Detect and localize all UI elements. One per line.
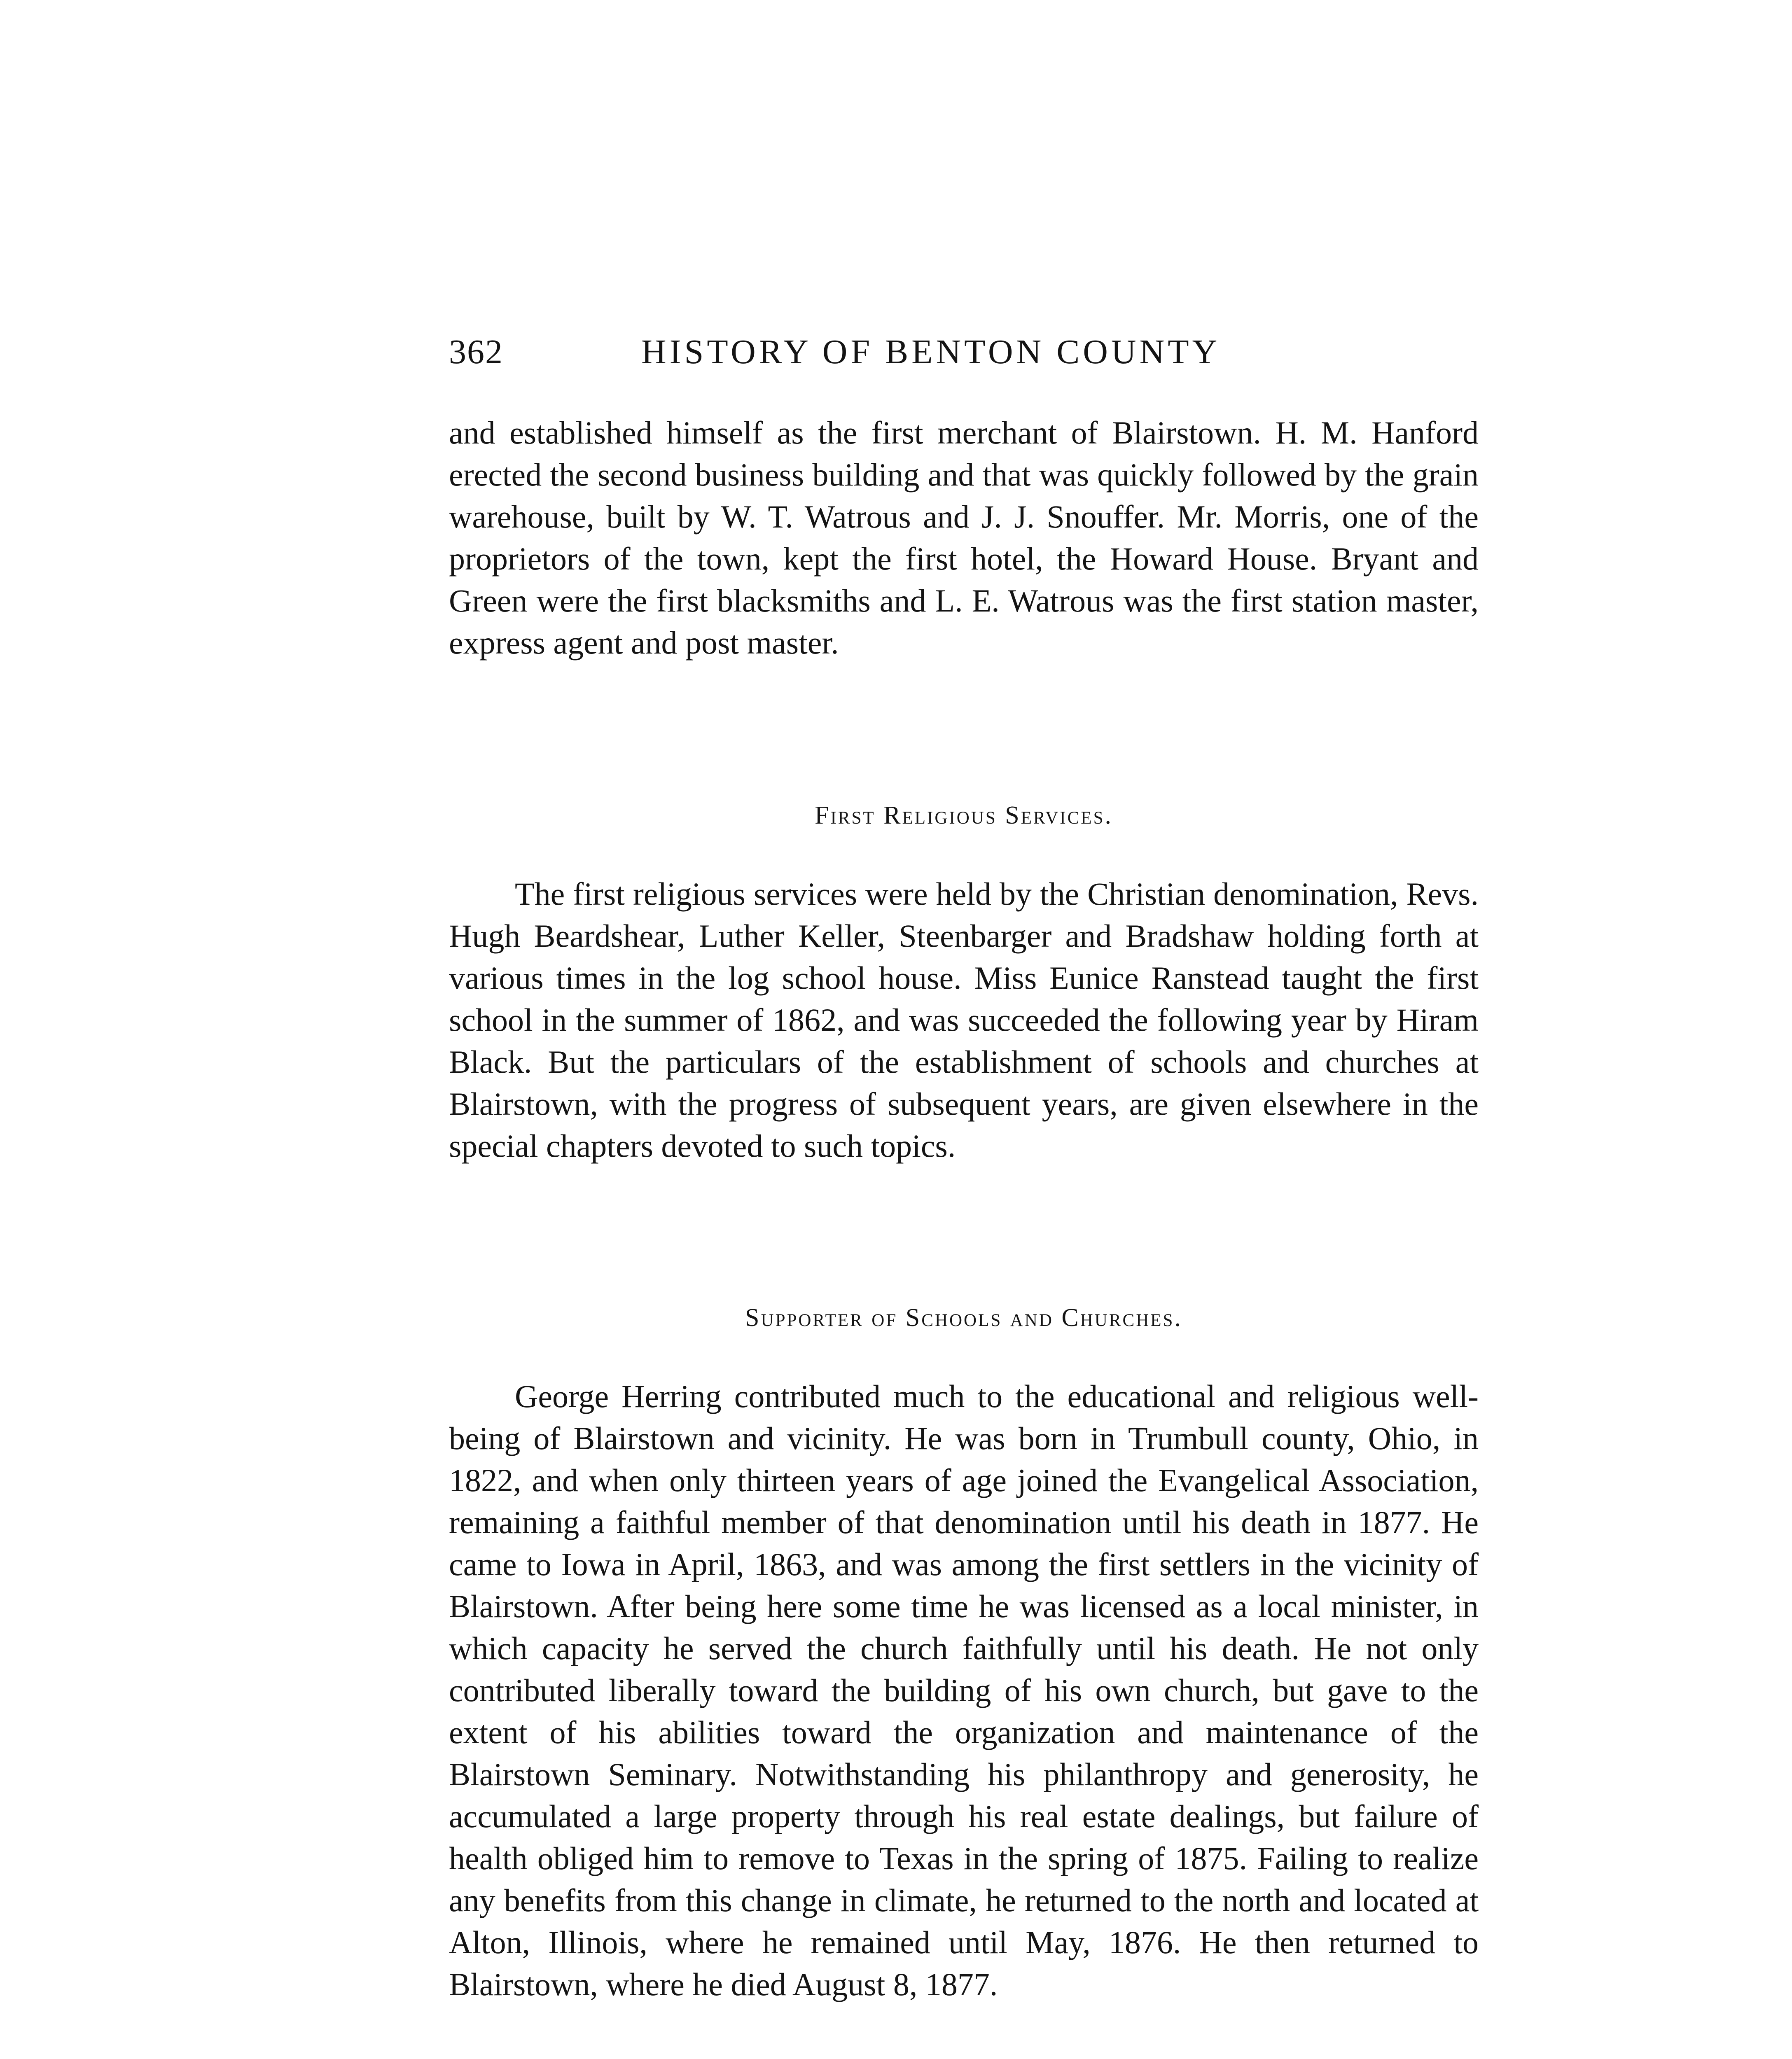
opening-paragraph: and established himself as the first merchant of Blairstown. H. M. Hanford erected the second business building and that was quickly followed by the grain warehouse, built by W. T. Watrous and J. J. Snouffer. Mr. Morris, one of the proprietors of the town, kept the first hotel, the Howard House. Bryant and Green were the first blacksmiths and L. E. Watrous was the first station master, express agent and post master. [449, 415, 1479, 661]
running-title: HISTORY OF BENTON COUNTY [641, 333, 1221, 371]
supporter-of-schools-and-churches-paragraph: George Herring contributed much to the educational and religious well-being of Blairstown and vicinity. He was born in Trumbull county, Ohio, in 1822, and when only thirteen years of age joined the Evangelical Association, remaining a faithful member of that denomination until his death in 1877. He came to Iowa in April, 1863, and was among the first settlers in the vicinity of Blairstown. After being here some time he was licensed as a local minister, in which capacity he served the church faithfully until his death. He not only contributed liberally toward the building of his own church, but gave to the extent of his abilities toward the organization and maintenance of the Blairstown Seminary. Notwithstanding his philanthropy and generosity, he accumulated a large property through his real estate dealings, but failure of health obliged him to remove to Texas in the spring of 1875. Failing to realize any benefits from this change in climate, he returned to the north and located at Alton, Illinois, where he remained until May, 1876. He then returned to Blairstown, where he died August 8, 1877. [449, 1378, 1479, 2002]
supporter-of-schools-and-churches-heading: Supporter of Schools and Churches. [745, 1304, 1182, 1332]
first-religious-services-text-block [449, 873, 1479, 1167]
first-religious-services-paragraph: The first religious services were held by the Christian denomination, Revs. Hugh Beardshear, Luther Keller, Steenbarger and Bradshaw holding forth at various times in the log school house. Miss Eunice Ranstead taught the first school in the summer of 1862, and was succeeded the following year by Hiram Black. But the particulars of the establishment of schools and churches at Blairstown, with the progress of subsequent years, are given elsewhere in the special chapters devoted to such topics. [449, 876, 1479, 1164]
page-number: 362 [449, 333, 503, 371]
supporter-of-schools-and-churches-text-block [449, 1375, 1479, 2005]
running-head [449, 329, 1273, 375]
first-religious-services-heading: First Religious Services. [815, 801, 1113, 829]
opening-text-block [449, 412, 1479, 664]
